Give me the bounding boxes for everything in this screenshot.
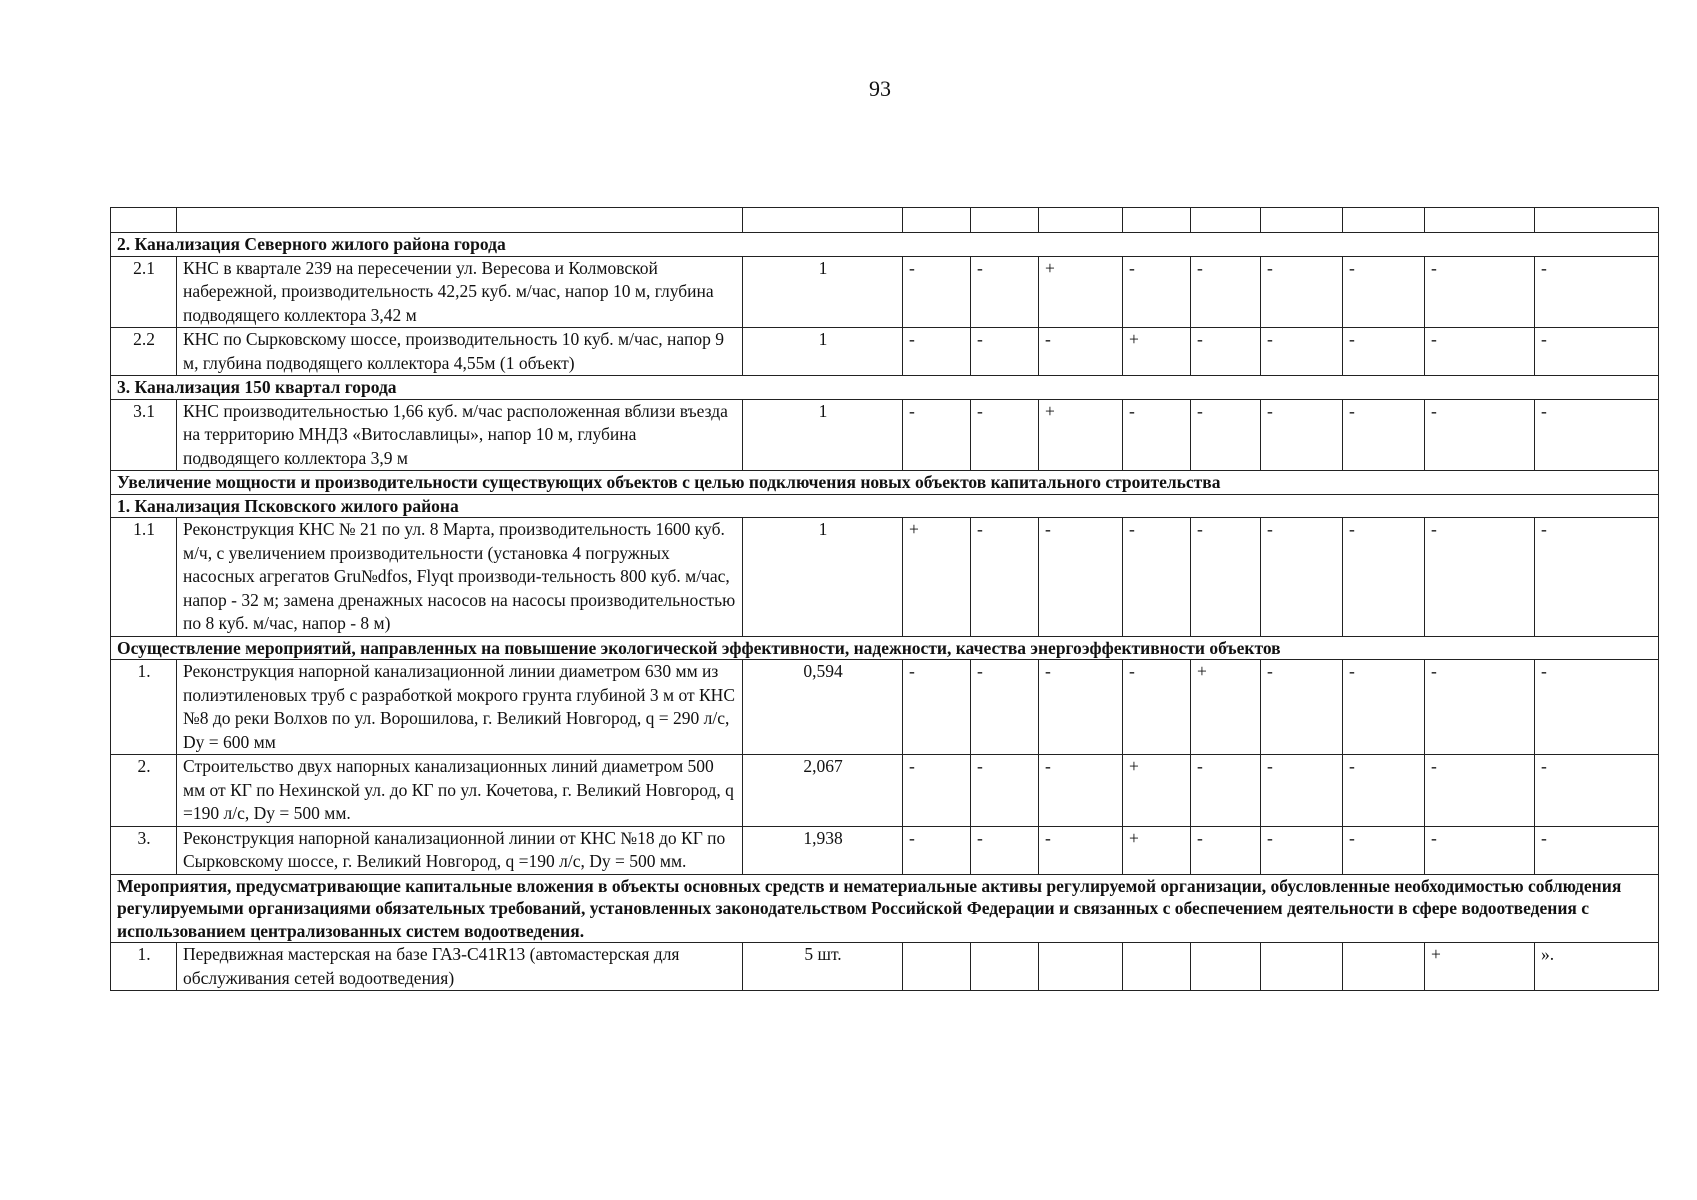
year-mark-cell: - <box>1191 518 1261 637</box>
table-row <box>111 518 1659 637</box>
year-mark-cell: - <box>1039 518 1123 637</box>
item-description: КНС производительностью 1,66 куб. м/час расположенная вблизи въезда на территорию МНДЗ «Витославлицы», напор 10 м, глубина подводящего коллектора 3,9 м <box>177 399 743 471</box>
year-mark-cell: - <box>1039 660 1123 755</box>
section-heading: Мероприятия, предусматривающие капитальные вложения в объекты основных средств и нематериальные активы регулируемой организации, обусловленные необходимостью соблюдения регулируемыми организациями обязательных требований, установленных законодательством Российской Федерации и связанных с обеспечением деятельности в сфере водоотведения с использованием централизованных систем водоотведения. <box>111 874 1659 943</box>
page-number: 93 <box>869 76 891 101</box>
year-mark-cell: - <box>903 256 971 328</box>
year-mark-cell: - <box>1343 328 1425 376</box>
year-mark-cell: + <box>1039 256 1123 328</box>
year-mark-cell: - <box>1535 660 1659 755</box>
section-heading-row <box>111 233 1659 257</box>
year-mark-cell: - <box>1039 328 1123 376</box>
item-number: 2.2 <box>111 328 177 376</box>
year-mark-cell: - <box>1343 660 1425 755</box>
year-mark-cell: - <box>1261 399 1343 471</box>
year-mark-cell: - <box>903 755 971 827</box>
item-description: Строительство двух напорных канализационных линий диаметром 500 мм от КГ по Нехинской ул. до КГ по ул. Кочетова, г. Великий Новгород, q =190 л/с, Dy = 500 мм. <box>177 755 743 827</box>
table-row <box>111 399 1659 471</box>
year-mark-cell: - <box>1123 256 1191 328</box>
item-quantity: 1 <box>743 399 903 471</box>
table-header-row <box>111 208 1659 233</box>
table-cell <box>1425 208 1535 233</box>
year-mark-cell <box>1261 943 1343 991</box>
item-quantity: 1 <box>743 256 903 328</box>
table-cell <box>111 208 177 233</box>
year-mark-cell: - <box>903 660 971 755</box>
section-heading-row <box>111 874 1659 943</box>
year-mark-cell: - <box>971 755 1039 827</box>
year-mark-cell <box>1039 943 1123 991</box>
year-mark-cell: - <box>1123 518 1191 637</box>
year-mark-cell: - <box>1261 660 1343 755</box>
year-mark-cell: + <box>1123 328 1191 376</box>
year-mark-cell <box>903 943 971 991</box>
item-description: КНС в квартале 239 на пересечении ул. Вересова и Колмовской набережной, производительность 42,25 куб. м/час, напор 10 м, глубина подводящего коллектора 3,42 м <box>177 256 743 328</box>
year-mark-cell: - <box>1343 256 1425 328</box>
year-mark-cell: - <box>903 328 971 376</box>
section-heading-row <box>111 636 1659 660</box>
item-quantity: 5 шт. <box>743 943 903 991</box>
year-mark-cell: - <box>1535 399 1659 471</box>
item-number: 1.1 <box>111 518 177 637</box>
section-heading-row <box>111 376 1659 400</box>
year-mark-cell: - <box>971 518 1039 637</box>
item-number: 3. <box>111 826 177 874</box>
section-heading: 1. Канализация Псковского жилого района <box>111 494 1659 518</box>
year-mark-cell: - <box>903 399 971 471</box>
year-mark-cell: + <box>1039 399 1123 471</box>
item-description: Реконструкция КНС № 21 по ул. 8 Марта, производительность 1600 куб. м/ч, с увеличением производительности (установка 4 погружных насосных агрегатов Gru№dfos, Flyqt производи-тельность 800 куб. м/час, напор - 32 м; замена дренажных насосов на насосы производительностью по 8 куб. м/час, напор - 8 м) <box>177 518 743 637</box>
year-mark-cell: - <box>1191 399 1261 471</box>
table-row <box>111 755 1659 827</box>
table-cell <box>1039 208 1123 233</box>
year-mark-cell: - <box>971 660 1039 755</box>
table-cell <box>903 208 971 233</box>
year-mark-cell: - <box>1261 518 1343 637</box>
year-mark-cell: - <box>903 826 971 874</box>
year-mark-cell <box>1343 943 1425 991</box>
section-heading: Увеличение мощности и производительности существующих объектов с целью подключения новых объектов капитального строительства <box>111 471 1659 495</box>
section-heading: 3. Канализация 150 квартал города <box>111 376 1659 400</box>
year-mark-cell: - <box>1535 328 1659 376</box>
measures-table <box>110 207 1659 991</box>
year-mark-cell: - <box>1343 826 1425 874</box>
item-number: 1. <box>111 660 177 755</box>
year-mark-cell: - <box>1425 399 1535 471</box>
year-mark-cell: + <box>1123 755 1191 827</box>
year-mark-cell: - <box>1343 755 1425 827</box>
table-cell <box>1535 208 1659 233</box>
year-mark-cell: + <box>903 518 971 637</box>
year-mark-cell: - <box>1425 826 1535 874</box>
item-description: Реконструкция напорной канализационной линии диаметром 630 мм из полиэтиленовых труб с разработкой мокрого грунта глубиной 3 м от КНС №8 до реки Волхов по ул. Ворошилова, г. Великий Новгород, q = 290 л/с, Dy = 600 мм <box>177 660 743 755</box>
year-mark-cell: ». <box>1535 943 1659 991</box>
year-mark-cell: - <box>1343 518 1425 637</box>
year-mark-cell: - <box>971 399 1039 471</box>
year-mark-cell: - <box>1425 256 1535 328</box>
table-cell <box>743 208 903 233</box>
year-mark-cell: - <box>1425 755 1535 827</box>
item-quantity: 1 <box>743 328 903 376</box>
table-row <box>111 943 1659 991</box>
item-quantity: 0,594 <box>743 660 903 755</box>
year-mark-cell: - <box>1039 826 1123 874</box>
table-cell <box>1343 208 1425 233</box>
year-mark-cell: - <box>1535 518 1659 637</box>
table-cell <box>971 208 1039 233</box>
year-mark-cell: - <box>1535 755 1659 827</box>
year-mark-cell: - <box>1425 518 1535 637</box>
table-row <box>111 826 1659 874</box>
section-heading-row <box>111 471 1659 495</box>
item-number: 2.1 <box>111 256 177 328</box>
item-number: 2. <box>111 755 177 827</box>
year-mark-cell: - <box>1425 660 1535 755</box>
year-mark-cell: - <box>1261 755 1343 827</box>
table-cell <box>1261 208 1343 233</box>
year-mark-cell: - <box>1425 328 1535 376</box>
item-quantity: 2,067 <box>743 755 903 827</box>
year-mark-cell: - <box>1191 755 1261 827</box>
item-quantity: 1,938 <box>743 826 903 874</box>
year-mark-cell: - <box>1123 660 1191 755</box>
year-mark-cell: - <box>971 256 1039 328</box>
item-number: 3.1 <box>111 399 177 471</box>
table-cell <box>1123 208 1191 233</box>
section-heading: Осуществление мероприятий, направленных на повышение экологической эффективности, надежности, качества энергоэффективности объектов <box>111 636 1659 660</box>
section-heading: 2. Канализация Северного жилого района города <box>111 233 1659 257</box>
table-row <box>111 328 1659 376</box>
year-mark-cell: + <box>1425 943 1535 991</box>
year-mark-cell: - <box>1123 399 1191 471</box>
year-mark-cell: - <box>1191 826 1261 874</box>
year-mark-cell <box>1123 943 1191 991</box>
section-heading-row <box>111 494 1659 518</box>
year-mark-cell: + <box>1191 660 1261 755</box>
year-mark-cell <box>971 943 1039 991</box>
table-row <box>111 256 1659 328</box>
year-mark-cell: - <box>971 328 1039 376</box>
table-row <box>111 660 1659 755</box>
year-mark-cell: - <box>1535 826 1659 874</box>
year-mark-cell: - <box>1261 256 1343 328</box>
item-quantity: 1 <box>743 518 903 637</box>
item-number: 1. <box>111 943 177 991</box>
year-mark-cell: - <box>1191 328 1261 376</box>
table-cell <box>177 208 743 233</box>
year-mark-cell: - <box>1191 256 1261 328</box>
year-mark-cell: - <box>1261 328 1343 376</box>
table-cell <box>1191 208 1261 233</box>
year-mark-cell <box>1191 943 1261 991</box>
item-description: КНС по Сырковскому шоссе, производительность 10 куб. м/час, напор 9 м, глубина подводящего коллектора 4,55м (1 объект) <box>177 328 743 376</box>
year-mark-cell: + <box>1123 826 1191 874</box>
year-mark-cell: - <box>1039 755 1123 827</box>
item-description: Передвижная мастерская на базе ГАЗ-С41R13 (автомастерская для обслуживания сетей водоотведения) <box>177 943 743 991</box>
year-mark-cell: - <box>1535 256 1659 328</box>
year-mark-cell: - <box>971 826 1039 874</box>
year-mark-cell: - <box>1343 399 1425 471</box>
item-description: Реконструкция напорной канализационной линии от КНС №18 до КГ по Сырковскому шоссе, г. Великий Новгород, q =190 л/с, Dy = 500 мм. <box>177 826 743 874</box>
year-mark-cell: - <box>1261 826 1343 874</box>
